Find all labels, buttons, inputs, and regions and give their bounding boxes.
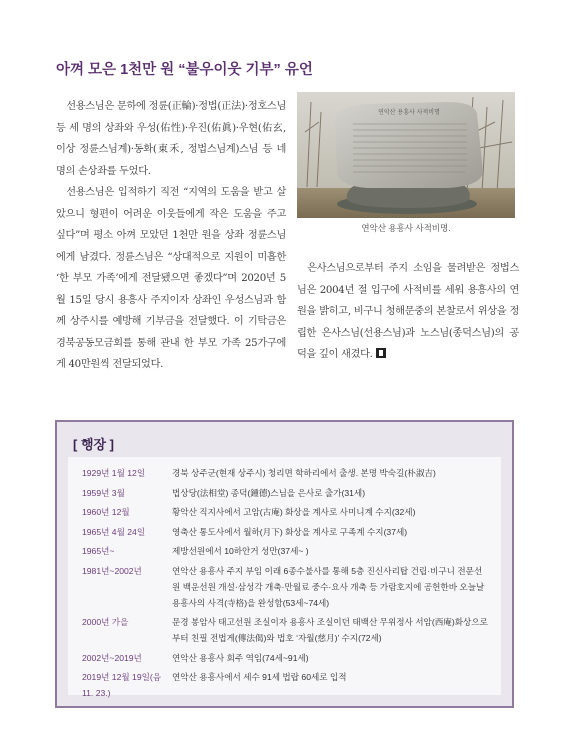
timeline-row [82, 650, 489, 666]
photo-caption: 연악산 용흥사 사적비명. [361, 223, 451, 233]
timeline [82, 465, 489, 705]
timeline-row [82, 504, 489, 520]
timeline-date: 1981년~2002년 [82, 565, 142, 576]
timeline-date: 2000년 가을 [82, 617, 129, 627]
timeline-description: 영축산 통도사에서 월하(月下) 화상을 계사로 구족계 수지(37세) [172, 526, 408, 537]
stele-photo [297, 92, 515, 218]
timeline-description: 황악산 직지사에서 고암(古庵) 화상을 계사로 사미니계 수지(32세) [172, 507, 416, 517]
timeline-date: 2019년 12월 19일(음11. 23.) [82, 672, 162, 698]
timeline-description: 연악산 용흥사 주지 부임 이래 6종수불사를 통해 5층 진신사리탑 건립·비구니 전문선원 백운선원 개설·삼성각 개축·만월료 중수·요사 개축 등 가람호지에 공헌한바 오늘날 용흥사의 사격(寺格)을 완성함(53세~74세) [172, 565, 485, 608]
paragraph: 선용스님은 문하에 정륜(正輪)·정법(正法)·정호스님 등 세 명의 상좌와 우성(佑性)·우진(佑眞)·우현(佑玄, 이상 정륜스님계)·동화(東禾, 정법스님계)스님 등 네 명의 손상좌를 두었다. [56, 101, 286, 177]
article-heading: 아껴 모은 1천만 원 “불우이웃 기부” 유언 [56, 62, 313, 78]
timeline-row [82, 563, 489, 611]
biography-title: [ 행장 ] [73, 437, 114, 452]
timeline-row [82, 465, 489, 481]
timeline-date: 1965년~ [82, 546, 115, 556]
timeline-row [82, 543, 489, 559]
timeline-date: 2002년~2019년 [82, 652, 142, 663]
timeline-row [82, 669, 489, 701]
timeline-date: 1965년 4월 24일 [82, 526, 146, 537]
article-body-left [56, 96, 286, 376]
end-of-article-icon [376, 348, 386, 358]
paragraph: 선용스님은 입적하기 직전 “지역의 도움을 받고 살았으니 형편이 어려운 이웃들에게 작은 도움을 주고 싶다”며 평소 아껴 모았던 1천만 원을 상좌 정륜스님에게 남겼다. 정륜스님은 “상대적으로 지원이 미흡한 ‘한 부모 가족’에게 전달됐으면 좋겠다”며 2020년 5월 15일 당시 용흥사 주지이자 상좌인 우성스님과 함께 상주시를 예방해 기부금을 전달했다. 이 기탁금은 경북공동모금회를 통해 관내 한 부모 가족 25가구에게 40만원씩 전달되었다. [56, 187, 286, 370]
timeline-date: 1929년 1월 12일 [82, 468, 146, 478]
timeline-row [82, 524, 489, 540]
paragraph-text: 은사스님으로부터 주지 소임을 물려받은 정법스님은 2004년 절 입구에 사적비를 세워 용흥사의 연원을 밝히고, 비구니 청해문중의 본찰로서 위상을 정립한 은사스님(선용스님)과 노스님(종덕스님)의 공덕을 깊이 새겼다. [297, 263, 519, 360]
stele-inscription: 연악산 용흥사 사적비명 [378, 109, 440, 116]
timeline-row [82, 614, 489, 646]
timeline-description: 문경 봉암사 태고선원 조실이자 용흥사 조실이던 태백산 무위정사 서암(西庵)화상으로부터 친필 전법게(傳法偈)와 법호 ‘자월(慈月)’ 수지(72세) [172, 617, 488, 643]
timeline-description: 연악산 용흥사 회주 역임(74세~91세) [172, 652, 309, 663]
biography-box [55, 420, 514, 708]
timeline-description: 경북 상주군(현재 상주시) 청리면 학하리에서 출생. 본명 박숙길(朴淑吉) [172, 468, 436, 478]
article-body-right [297, 258, 519, 366]
timeline-description: 법상당(法相堂) 종덕(鍾德)스님을 은사로 출가(31세) [172, 487, 366, 498]
paragraph [297, 258, 519, 366]
timeline-row [82, 485, 489, 501]
timeline-description: 연악산 용흥사에서 세수 91세 법랍 60세로 입적 [172, 672, 347, 682]
timeline-description: 제방선원에서 10하안거 성만(37세~ ) [172, 546, 309, 556]
timeline-date: 1959년 3월 [82, 487, 125, 498]
timeline-date: 1960년 12월 [82, 507, 130, 517]
biography-panel [68, 457, 501, 698]
stele-illustration [297, 92, 515, 218]
